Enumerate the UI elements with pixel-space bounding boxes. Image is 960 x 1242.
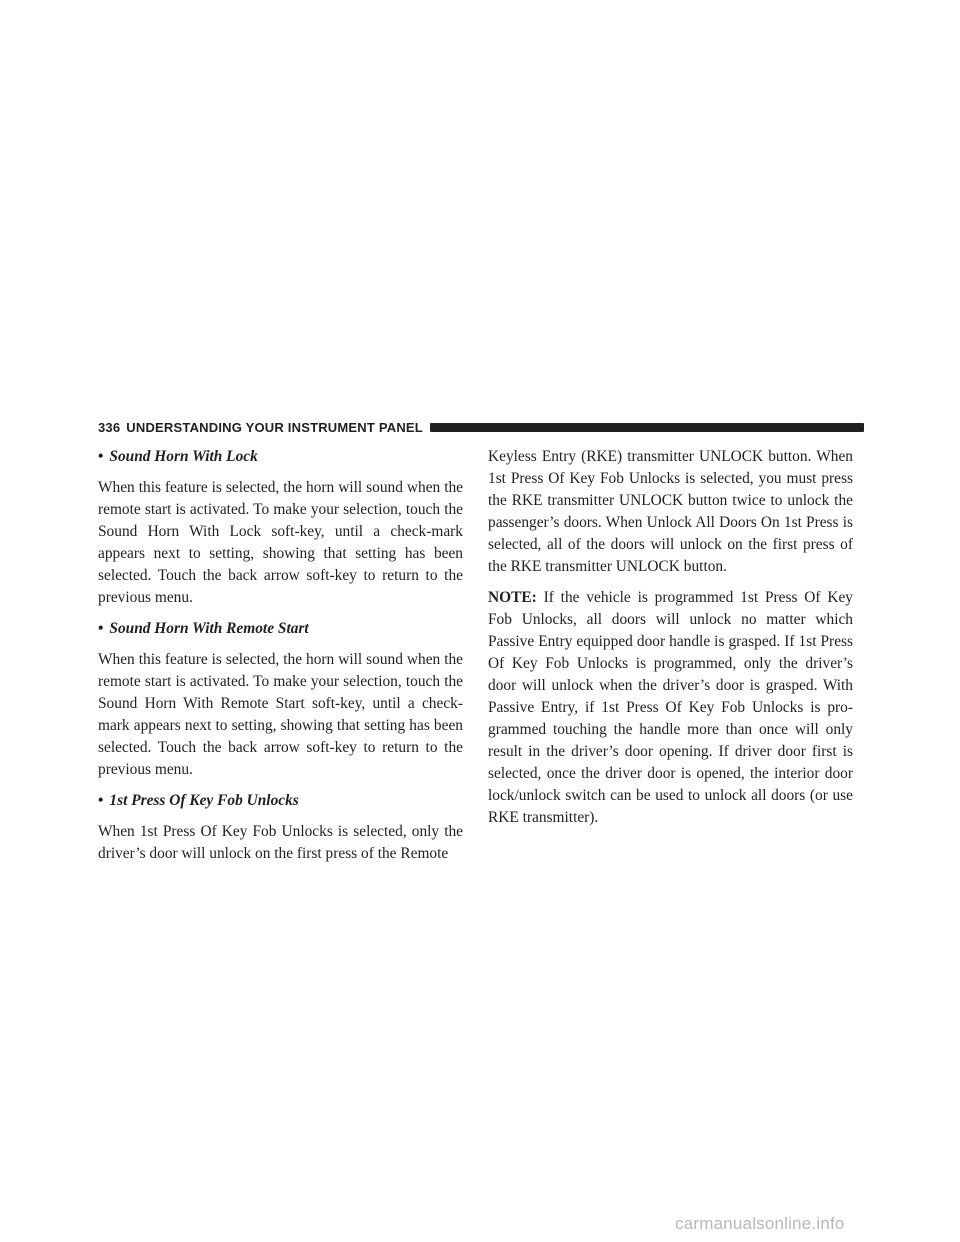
heading-text: Sound Horn With Remote Start bbox=[109, 620, 309, 637]
header-rule bbox=[430, 423, 864, 432]
right-column bbox=[488, 446, 853, 838]
paragraph-sound-horn-with-remote-start: When this feature is selected, the horn will sound when the remote start is activated. To make your selection, touch the Sound Horn With Remote Start soft-key, until a check-mark appears next to setting, showing that setting has been selected. Touch the back arrow soft-key to return to the previous menu. bbox=[98, 651, 463, 778]
note-paragraph bbox=[488, 587, 853, 829]
page-number: 336 bbox=[98, 419, 121, 435]
bullet-icon: • bbox=[98, 620, 104, 637]
note-label: NOTE: bbox=[488, 589, 537, 606]
bullet-heading-1st-press-of-key-fob-unlocks bbox=[98, 790, 463, 812]
section-title: UNDERSTANDING YOUR INSTRUMENT PANEL bbox=[126, 419, 423, 435]
bullet-heading-sound-horn-with-lock bbox=[98, 446, 463, 468]
paragraph-continuation: Keyless Entry (RKE) transmitter UNLOCK button. When 1st Press Of Key Fob Unlocks is selected, you must press the RKE transmitter UNLOCK button twice to unlock the passenger’s doors. When Unlock All Doors On 1st Press is selected, all of the doors will unlock on the first press of the RKE transmitter UNLOCK button. bbox=[488, 448, 853, 575]
bullet-icon: • bbox=[98, 792, 104, 809]
bullet-icon: • bbox=[98, 448, 104, 465]
bullet-heading-sound-horn-with-remote-start bbox=[98, 618, 463, 640]
paragraph-sound-horn-with-lock: When this feature is selected, the horn will sound when the remote start is activated. To make your selection, touch the Sound Horn With Lock soft-key, until a check-mark appears next to setting, showing that setting has been selected. Touch the back arrow soft-key to return to the previous menu. bbox=[98, 479, 463, 606]
left-column bbox=[98, 446, 463, 874]
heading-text: 1st Press Of Key Fob Unlocks bbox=[109, 792, 299, 809]
heading-text: Sound Horn With Lock bbox=[109, 448, 258, 465]
page-header bbox=[98, 419, 864, 435]
paragraph-1st-press-of-key-fob-unlocks: When 1st Press Of Key Fob Unlocks is selected, only the driver’s door will unlock on the first press of the Remote bbox=[98, 823, 463, 862]
watermark: carmanualsonline.info bbox=[675, 1214, 845, 1233]
note-text: If the vehicle is programmed 1st Press Of Key Fob Unlocks, all doors will unlock no matter which Passive Entry equipped door handle is grasped. If 1st Press Of Key Fob Unlocks is programmed, only the driver’s door will unlock when the driver’s door is grasped. With Passive Entry, if 1st Press Of Key Fob Unlocks is pro-grammed touching the handle more than once will only result in the driver’s door opening. If driver door first is selected, once the driver door is opened, the interior door lock/unlock switch can be used to unlock all doors (or use RKE transmitter). bbox=[488, 589, 853, 826]
